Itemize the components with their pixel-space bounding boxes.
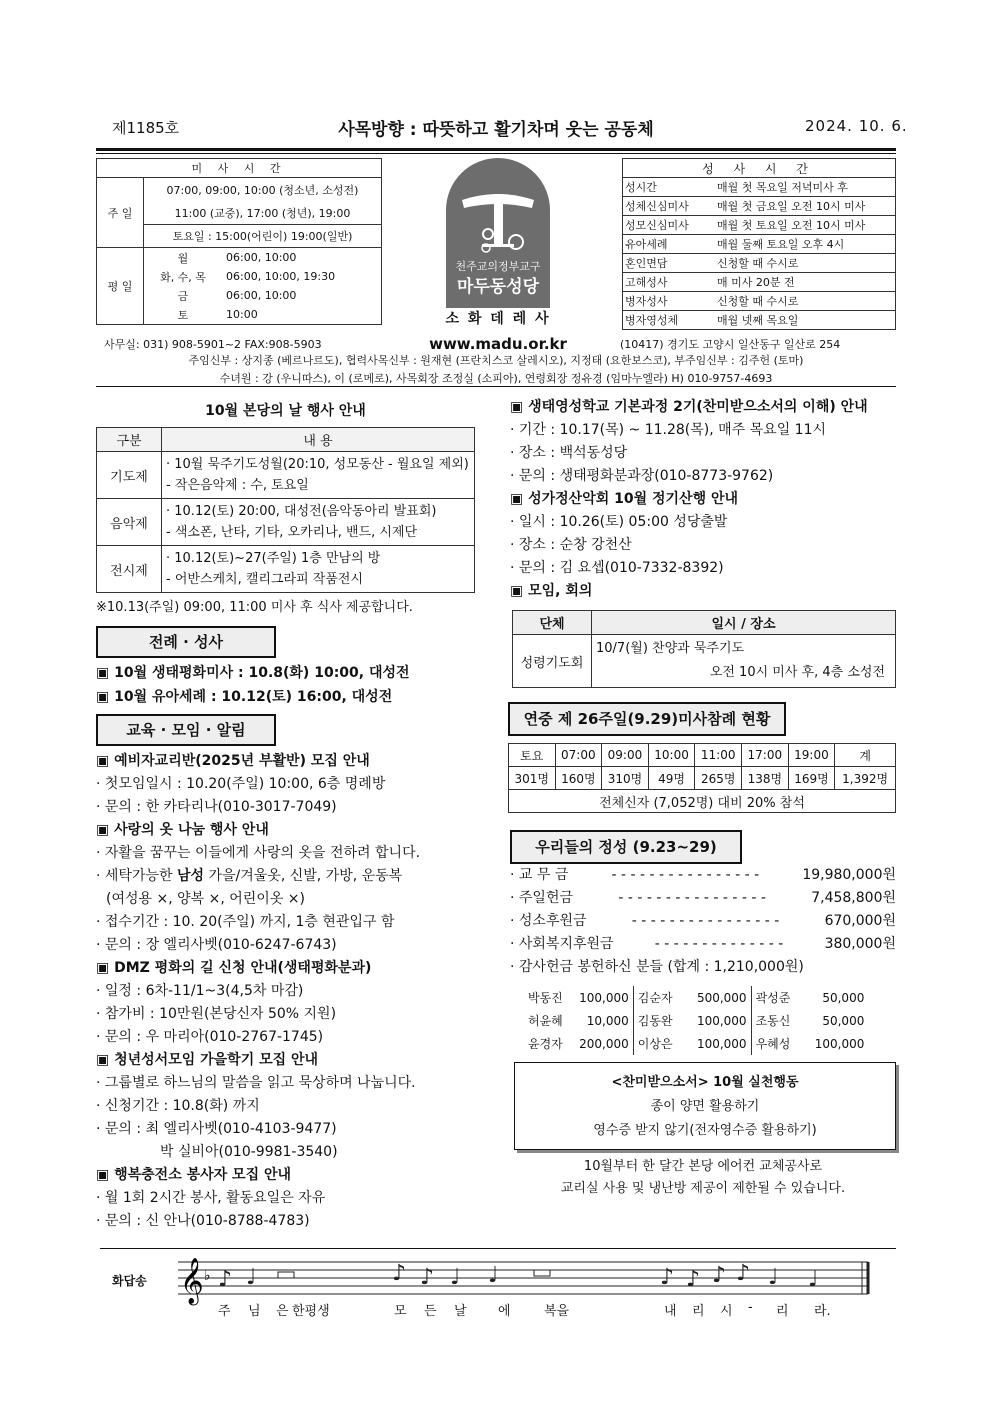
notice-line: · 문의 : 김 요셉(010-7332-8392): [510, 560, 724, 576]
weekday-time: 10:00: [222, 305, 382, 325]
svg-text:♪: ♪: [660, 1265, 675, 1290]
notice-line: · 문의 : 한 카타리나(010-3017-7049): [96, 799, 337, 815]
issue-date: 2024. 10. 6.: [805, 117, 908, 135]
parish-address: (10417) 경기도 고양시 일산동구 일산로 254: [620, 338, 841, 351]
svg-text:♩: ♩: [768, 1265, 779, 1290]
offering-row: [510, 864, 896, 887]
liturgy-line: ▣ 10월 생태평화미사 : 10.8(화) 10:00, 대성전: [96, 665, 410, 681]
svg-text:♭: ♭: [204, 1268, 211, 1284]
sacrament-name: 병자성사: [623, 292, 716, 311]
att-value: 138명: [742, 767, 789, 790]
psalm-lyrics: [218, 1300, 838, 1320]
sacrament-time: 매월 둘째 토요일 오후 4시: [715, 235, 896, 254]
svg-text:♩: ♩: [450, 1265, 461, 1290]
donor-name: 곽성준: [755, 991, 791, 1005]
top-rule-thin: [96, 153, 896, 154]
sacrament-name: 병자영성체: [623, 311, 716, 330]
sacrament-name: 성모신심미사: [623, 216, 716, 235]
att-value: 301명: [509, 767, 556, 790]
page-title: 사목방향 : 따뜻하고 활기차며 웃는 공동체: [338, 120, 654, 140]
right-notices: [510, 396, 900, 603]
notice-line: · 문의 : 신 안나(010-8788-4783): [96, 1213, 310, 1229]
offering-dots: - - - - - - - - - - - - - - - -: [618, 890, 766, 906]
event-line: · 10.12(토)~27(주일) 1층 만남의 방: [166, 551, 381, 566]
att-header: 17:00: [742, 744, 789, 767]
donor-amount: 100,000: [677, 1009, 752, 1032]
event-label: 음악제: [97, 499, 162, 546]
donor-name: 윤경자: [528, 1037, 563, 1051]
svg-text:♩: ♩: [808, 1267, 819, 1292]
att-header: 19:00: [788, 744, 835, 767]
weekday-time: 06:00, 10:00: [222, 286, 382, 305]
meet-group: 성령기도회: [513, 635, 592, 688]
donor-name: 박동진: [528, 991, 563, 1005]
notice-line: · 장소 : 백석동성당: [510, 445, 628, 461]
parish-name: 마두동성당: [456, 277, 540, 297]
practice-title: <찬미받으소서> 10월 실천행동: [611, 1075, 799, 1090]
event-line: · 10.12(토) 20:00, 대성전(음악동아리 발표회): [166, 504, 437, 519]
priests-list: 주임신부 : 상지종 (베르나르도), 협력사목신부 : 원재현 (프란치스코 살레시오), 지정태 (요한보스코), 부주임신부 : 김주헌 (토마): [188, 354, 804, 367]
offering-row: [510, 933, 896, 956]
sacrament-time: 신청할 때 수시로: [715, 254, 896, 273]
att-header: 10:00: [648, 744, 695, 767]
sacrament-name: 혼인면담: [623, 254, 716, 273]
lyric-syllable: 주: [218, 1304, 231, 1319]
events-table: [96, 427, 475, 593]
weekday-time: 06:00, 10:00: [222, 248, 382, 268]
lyric-syllable: 복을: [544, 1304, 570, 1319]
practice-line: 영수증 받지 않기(전자영수증 활용하기): [593, 1123, 817, 1138]
notice-line: · 그룹별로 하느님의 말씀을 읽고 묵상하며 나눕니다.: [96, 1075, 416, 1091]
diocese-name: 천주교의정부교구: [455, 260, 541, 273]
notice-line: · 문의 : 최 엘리사벳(010-4103-9477): [96, 1121, 337, 1137]
notice-line: 10월부터 한 달간 본당 에어컨 교체공사로: [583, 1159, 823, 1174]
sacrament-name: 성시간: [623, 178, 716, 197]
donor-name: 우혜성: [755, 1037, 791, 1051]
donor-name: 이상은: [637, 1037, 673, 1051]
attendance-table: [508, 743, 896, 813]
donor-amount: 500,000: [677, 986, 752, 1009]
lyric-syllable: 님: [248, 1304, 261, 1319]
donor-name: 조동신: [755, 1014, 791, 1028]
donor-amount: 100,000: [567, 986, 634, 1009]
weekday-day: 화, 수, 목: [160, 270, 206, 284]
practice-box: [514, 1062, 896, 1150]
meet-line: 10/7(월) 찬양과 묵주기도: [596, 641, 745, 656]
bottom-rule: [100, 1248, 896, 1249]
offering-name: · 성소후원금: [510, 913, 587, 929]
offering-amount: 7,458,800원: [811, 890, 896, 906]
offering-amount: 670,000원: [824, 913, 896, 929]
notice-line: · 일정 : 6차-11/1~3(4,5차 마감): [96, 983, 304, 999]
meet-col-time: 일시 / 장소: [592, 611, 896, 635]
offering-row: [510, 887, 896, 910]
event-line: - 색소폰, 난타, 기타, 오카리나, 밴드, 시제단: [166, 525, 418, 540]
notice-line: 박 실비아(010-9981-3540): [160, 1144, 338, 1160]
att-value: 169명: [788, 767, 835, 790]
donor-name: 김순자: [637, 991, 673, 1005]
att-header: 토요: [509, 744, 556, 767]
offering-list: [510, 864, 896, 979]
events-title: 10월 본당의 날 행사 안내: [205, 403, 366, 419]
sacrament-time: 매월 첫 금요일 오전 10시 미사: [715, 197, 896, 216]
notice-line: · 참가비 : 10만원(본당신자 50% 지원): [96, 1006, 337, 1022]
practice-line: 종이 양면 활용하기: [650, 1099, 760, 1114]
svg-text:♪: ♪: [420, 1265, 435, 1290]
notice-line: · 기간 : 10.17(목) ~ 11.28(목), 매주 목요일 11시: [510, 422, 827, 438]
weekday-day: 월: [177, 251, 189, 265]
notice-line: · 장소 : 순창 강천산: [510, 537, 632, 553]
lyric-syllable: 시: [720, 1304, 733, 1319]
att-header: 계: [835, 744, 896, 767]
notice-line: · 접수기간 : 10. 20(주일) 까지, 1층 현관입구 함: [96, 914, 395, 930]
notice-title: ▣ 사랑의 옷 나눔 행사 안내: [96, 822, 269, 838]
notice-line: · 일시 : 10.26(토) 05:00 성당출발: [510, 514, 728, 530]
notice-text: · 세탁가능한: [96, 868, 177, 884]
notice-line: · 월 1회 2시간 봉사, 활동요일은 자유: [96, 1190, 326, 1206]
offering-amount: 19,980,000원: [802, 867, 896, 883]
sunday-mass-2: 11:00 (교중), 17:00 (청년), 19:00: [144, 201, 382, 225]
notice-line: · 첫모임일시 : 10.20(주일) 10:00, 6층 명례방: [96, 776, 386, 792]
lyric-syllable: 한평생: [292, 1304, 330, 1319]
notice-line: · 자활을 꿈꾸는 이들에게 사랑의 옷을 전하려 합니다.: [96, 845, 421, 861]
att-summary: 전체신자 (7,052명) 대비 20% 참석: [509, 790, 896, 813]
lyric-syllable: 날: [454, 1304, 467, 1319]
weekday-label: 평 일: [97, 248, 144, 325]
meet-line: 오전 10시 미사 후, 4층 소성전: [709, 665, 885, 680]
notice-title: ▣ 모임, 회의: [510, 583, 593, 599]
event-line: · 10월 묵주기도성월(20:10, 성모동산 - 월요일 제외): [166, 457, 469, 472]
notice-line: [96, 865, 476, 888]
issue-number: 제1185호: [112, 119, 180, 137]
office-contact: 사무실: 031) 908-5901~2 FAX:908-5903: [104, 338, 322, 351]
donor-amount: 50,000: [822, 990, 865, 1005]
att-value: 265명: [695, 767, 742, 790]
donor-amount: 10,000: [567, 1009, 634, 1032]
sacrament-time: 매 미사 20분 전: [715, 273, 896, 292]
sacrament-time: 매월 첫 목요일 저녁미사 후: [715, 178, 896, 197]
donor-amount: 100,000: [677, 1032, 752, 1055]
sacrament-times-box: [622, 158, 896, 330]
events-col-type: 구분: [97, 428, 162, 452]
sunday-mass-1: 07:00, 09:00, 10:00 (청소년, 소성전): [144, 178, 382, 202]
weekday-time: 06:00, 10:00, 19:30: [222, 267, 382, 286]
sacrament-name: 성체신심미사: [623, 197, 716, 216]
event-line: - 작은음악제 : 수, 토요일: [166, 478, 309, 493]
mass-title: 미 사 시 간: [97, 159, 382, 178]
notice-line: 교리실 사용 및 냉난방 제공이 제한될 수 있습니다.: [560, 1181, 846, 1196]
psalm-label: 화답송: [112, 1274, 147, 1288]
offering-dots: - - - - - - - - - - - - - -: [654, 936, 784, 952]
notice-title: ▣ 생태영성학교 기본과정 2기(찬미받으소서의 이해) 안내: [510, 399, 868, 415]
offering-row: [510, 910, 896, 933]
notice-line: (여성용 ×, 양복 ×, 어린이옷 ×): [106, 891, 305, 907]
aircon-notice: [510, 1156, 896, 1200]
parish-motto: 소 화 데 레 사: [445, 311, 551, 327]
notice-line: · 문의 : 우 마리아(010-2767-1745): [96, 1029, 324, 1045]
offering-thanks: · 감사헌금 봉헌하신 분들 (합계 : 1,210,000원): [510, 959, 804, 975]
sacrament-time: 매월 첫 토요일 오전 10시 미사: [715, 216, 896, 235]
sacrament-time: 신청할 때 수시로: [715, 292, 896, 311]
donor-amount: 50,000: [822, 1013, 865, 1028]
sacrament-name: 고해성사: [623, 273, 716, 292]
lyric-syllable: 에: [498, 1304, 511, 1319]
notice-title: ▣ 예비자교리반(2025년 부활반) 모집 안내: [96, 753, 370, 769]
notice-title: ▣ 행복충전소 봉사자 모집 안내: [96, 1167, 292, 1183]
att-header: 11:00: [695, 744, 742, 767]
attendance-label: 연중 제 26주일(9.29)미사참례 현황: [508, 702, 786, 736]
svg-text:♪: ♪: [686, 1267, 701, 1292]
lyric-syllable: 내: [664, 1304, 677, 1319]
sacrament-time: 매월 넷째 목요일: [715, 311, 896, 330]
att-value: 160명: [555, 767, 602, 790]
notice-text: 가을/겨울옷, 신발, 가방, 운동복: [204, 868, 403, 884]
event-label: 기도제: [97, 452, 162, 499]
lyric-syllable: 리: [776, 1304, 789, 1319]
svg-text:♪: ♪: [736, 1261, 751, 1286]
svg-text:♩: ♩: [488, 1263, 499, 1288]
svg-text:♪: ♪: [712, 1263, 727, 1288]
donor-amount: 100,000: [814, 1036, 865, 1051]
offering-name: · 사회복지후원금: [510, 936, 614, 952]
nuns-list: 수녀원 : 강 (우니따스), 이 (로메로), 사목회장 조정실 (소피아), 연령회장 정유경 (임마누엘라) H) 010-9757-4693: [219, 372, 773, 385]
lyric-syllable: 모: [394, 1304, 407, 1319]
lyric-syllable: 라.: [814, 1304, 831, 1319]
att-value: 310명: [602, 767, 649, 790]
att-value: 49명: [648, 767, 695, 790]
meeting-table: [512, 610, 896, 688]
mass-times-box: [96, 158, 382, 332]
liturgy-label: 전례 · 성사: [96, 626, 276, 658]
event-label: 전시제: [97, 546, 162, 593]
notice-title: ▣ DMZ 평화의 길 신청 안내(생태평화분과): [96, 960, 372, 976]
offering-amount: 380,000원: [824, 936, 896, 952]
notice-line: · 문의 : 생태평화분과장(010-8773-9762): [510, 468, 774, 484]
lyric-syllable: -: [748, 1300, 753, 1315]
svg-text:♩: ♩: [246, 1265, 257, 1290]
event-line: - 어반스케치, 캘리그라피 작품전시: [166, 572, 364, 587]
offering-dots: - - - - - - - - - - - - - - - -: [631, 913, 780, 929]
donor-amount: 200,000: [567, 1032, 634, 1055]
sacrament-name: 유아세례: [623, 235, 716, 254]
offering-name: · 교 무 금: [510, 867, 569, 883]
edu-notices: [96, 750, 476, 1233]
lyric-syllable: 은: [276, 1304, 289, 1319]
notice-line: · 신청기간 : 10.8(화) 까지: [96, 1098, 260, 1114]
sunday-label: 주 일: [97, 178, 144, 248]
sacrament-title: 성 사 시 간: [623, 159, 896, 178]
top-rule: [96, 148, 896, 151]
saturday-mass: 토요일 : 15:00(어린이) 19:00(일반): [144, 225, 382, 248]
info-rule: [96, 386, 896, 387]
svg-text:♪: ♪: [392, 1261, 407, 1286]
svg-text:♪: ♪: [218, 1267, 233, 1292]
notice-title: ▣ 성가정산악회 10월 정기산행 안내: [510, 491, 739, 507]
weekday-day: 토: [144, 305, 223, 325]
offering-label: 우리들의 정성 (9.23~29): [510, 830, 742, 864]
notice-emphasis: 남성: [176, 868, 205, 884]
donor-name: 허윤혜: [528, 1014, 563, 1028]
offering-dots: - - - - - - - - - - - - - - - -: [611, 867, 760, 883]
lyric-syllable: 든: [424, 1304, 437, 1319]
offering-name: · 주일헌금: [510, 890, 573, 906]
events-col-content: 내 용: [162, 428, 475, 452]
donor-table: [524, 986, 868, 1055]
att-value: 1,392명: [835, 767, 896, 790]
weekday-day: 금: [177, 289, 189, 303]
notice-line: · 문의 : 장 엘리사벳(010-6247-6743): [96, 937, 337, 953]
events-note: ※10.13(주일) 09:00, 11:00 미사 후 식사 제공합니다.: [96, 600, 413, 615]
svg-text:𝄞: 𝄞: [180, 1258, 204, 1304]
att-header: 07:00: [555, 744, 602, 767]
lyric-syllable: 리: [692, 1304, 705, 1319]
att-header: 09:00: [602, 744, 649, 767]
website-link[interactable]: www.madu.or.kr: [429, 335, 567, 353]
notice-title: ▣ 청년성서모임 가을학기 모집 안내: [96, 1052, 319, 1068]
donor-name: 김동완: [637, 1014, 673, 1028]
meet-col-group: 단체: [513, 611, 592, 635]
edu-label: 교육 · 모임 · 알림: [96, 714, 276, 746]
liturgy-line: ▣ 10월 유아세례 : 10.12(토) 16:00, 대성전: [96, 689, 393, 705]
